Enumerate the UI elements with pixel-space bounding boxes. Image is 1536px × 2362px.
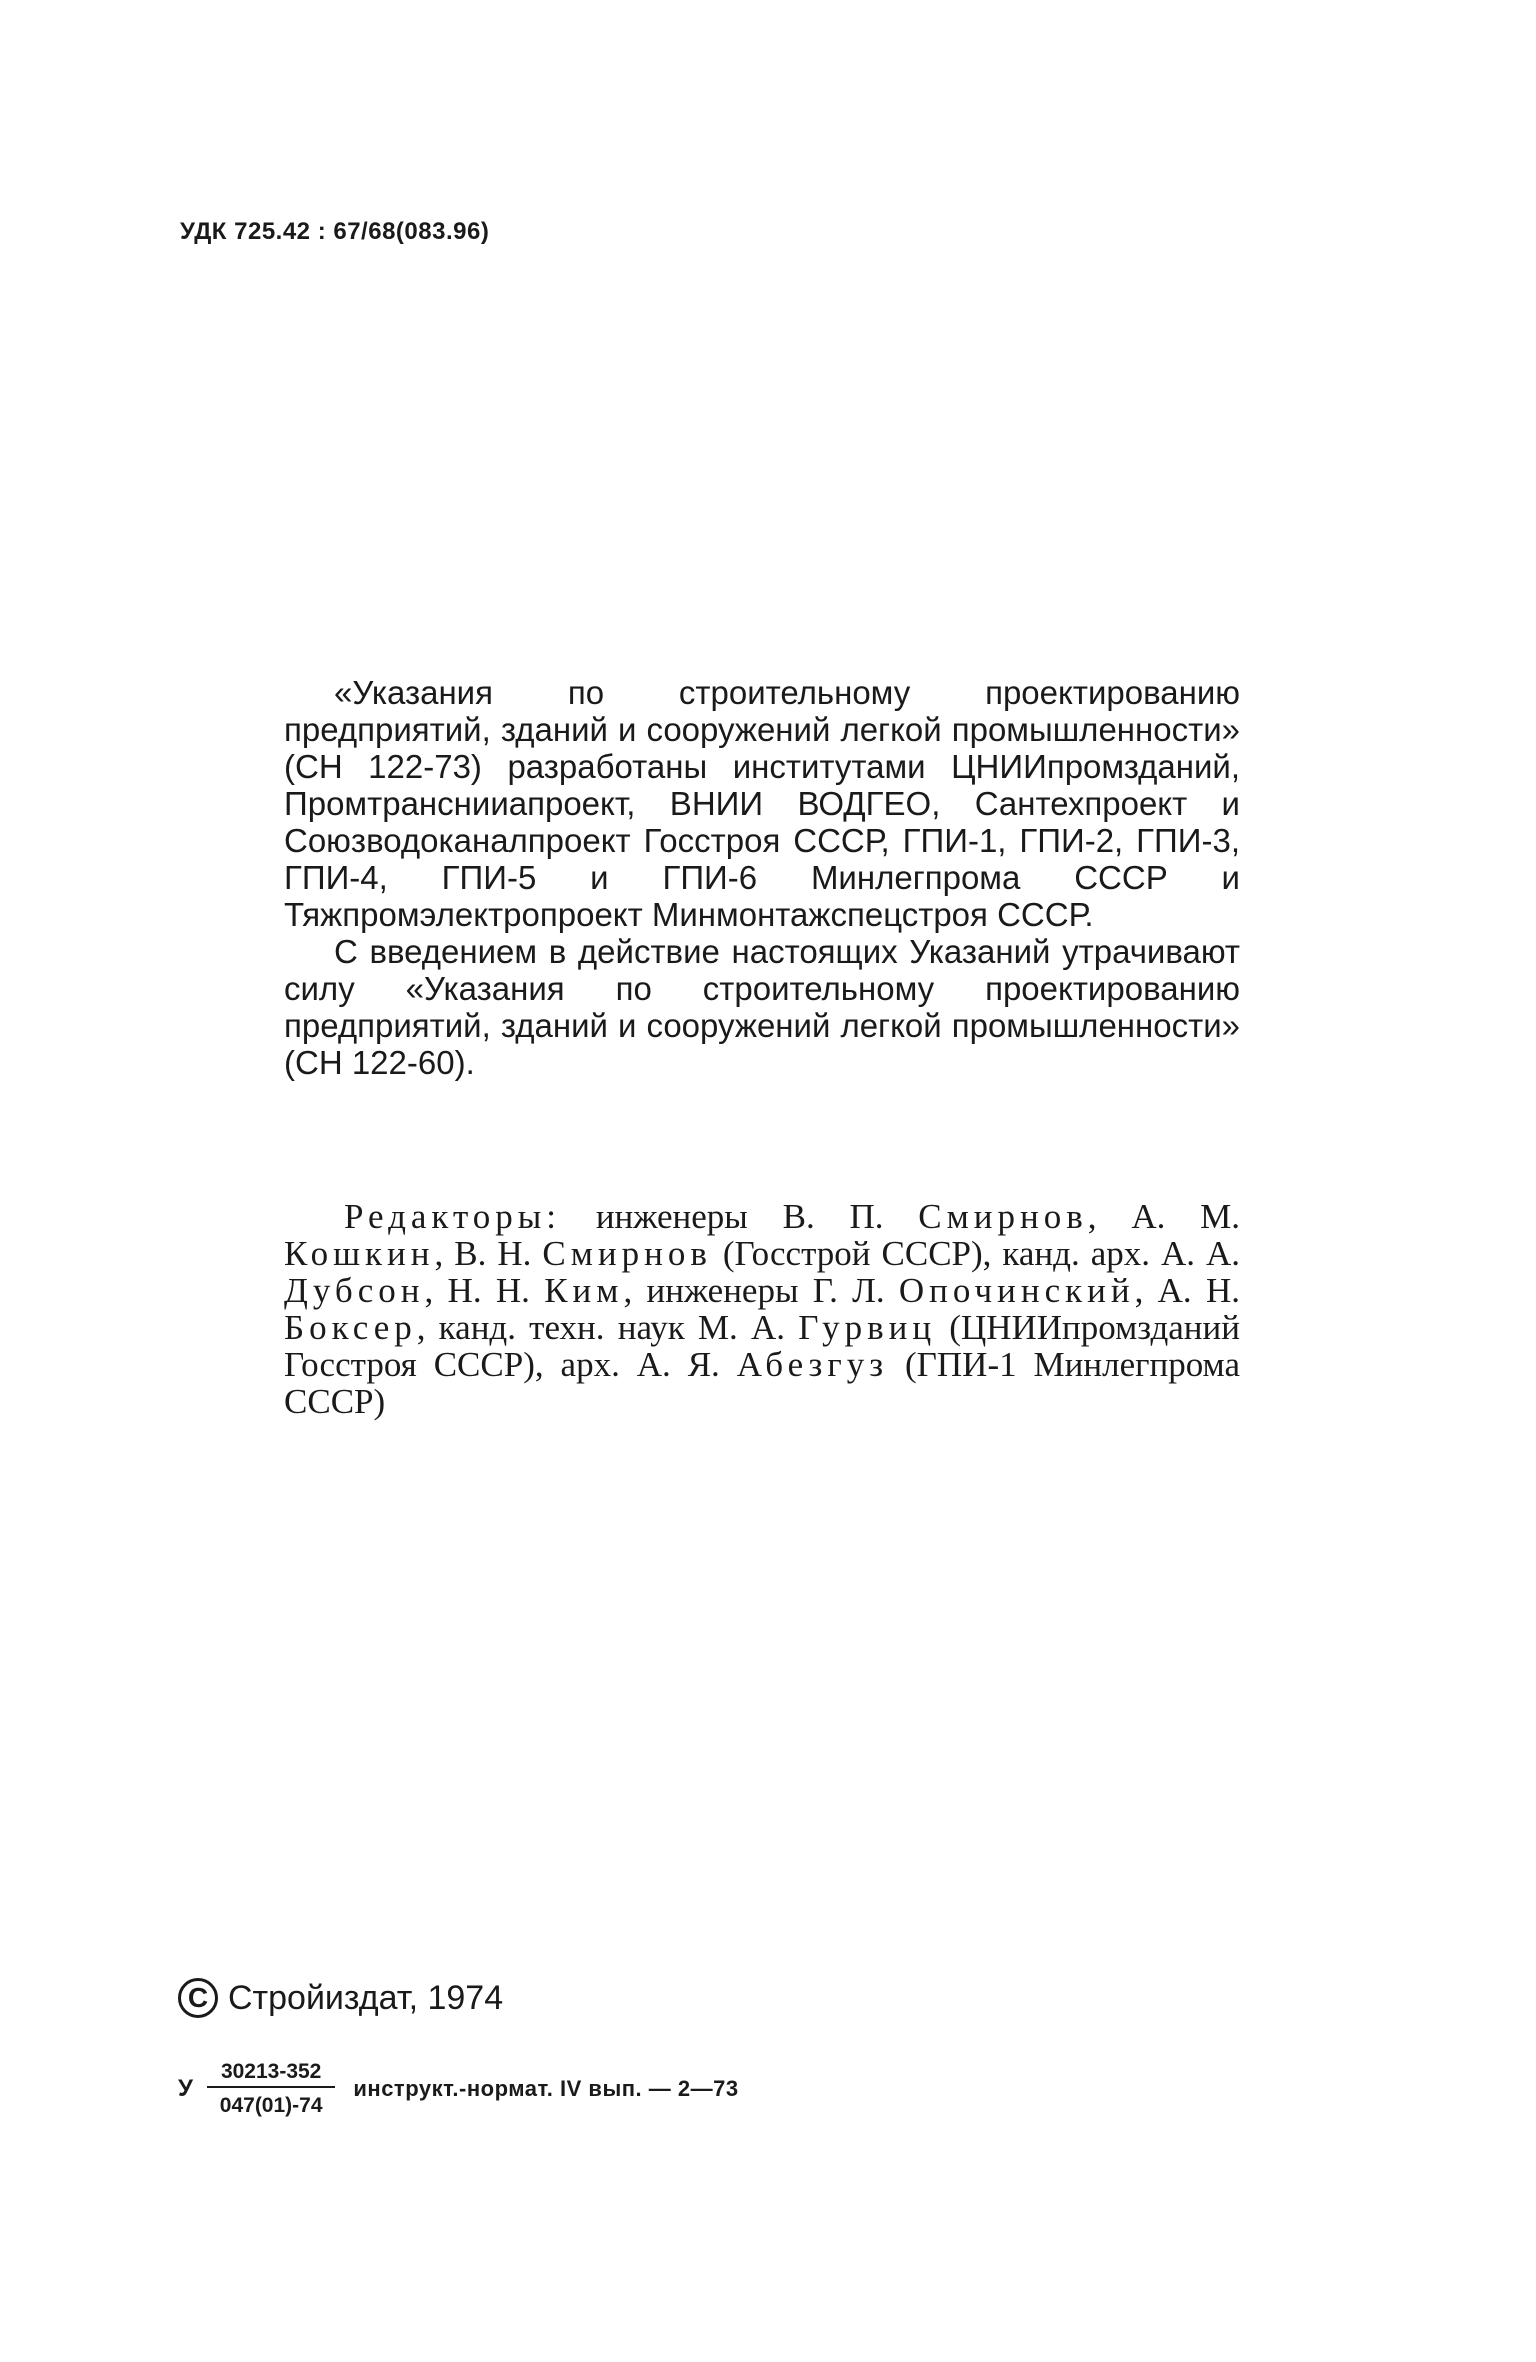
editor-name: Кошкин	[284, 1234, 435, 1273]
editors-text: (ГПИ-1 Минлегпрома СССР)	[284, 1345, 1240, 1421]
copyright-line	[178, 1978, 503, 2018]
publisher-year: Стройиздат, 1974	[228, 1978, 504, 2017]
editor-name: Смирнов	[542, 1234, 712, 1273]
copyright-icon: C	[178, 1978, 218, 2018]
editors-text: , инженеры Г. Л.	[623, 1271, 899, 1310]
udc-code: УДК 725.42 : 67/68(083.96)	[180, 218, 490, 245]
editor-name: Дубсон	[284, 1271, 425, 1310]
editors-text: , А. М.	[1087, 1197, 1240, 1236]
editors-text: инженеры В. П.	[561, 1197, 919, 1236]
editors-text: , Н. Н.	[424, 1271, 545, 1310]
editors-label: Редакторы:	[344, 1197, 562, 1236]
editors-text: , А. Н.	[1134, 1271, 1240, 1310]
publication-index	[178, 2060, 739, 2118]
editor-name: Боксер	[284, 1308, 417, 1347]
paragraph-supersedes: С введением в действие настоящих Указаний утрачивают силу «Указания по строительному проектированию предприятий, зданий и сооружений легкой промышленности» (СН 122-60).	[284, 933, 1240, 1081]
editors-text: , канд. техн. наук М. А.	[416, 1308, 799, 1347]
editors-text: (ЦНИИпромзданий Госстроя СССР), арх. А. Я.	[284, 1308, 1240, 1384]
index-numerator: 30213-352	[207, 2060, 335, 2088]
index-fraction	[207, 2060, 335, 2118]
editors-text: (Госстрой СССР), канд. арх. А. А.	[711, 1234, 1240, 1273]
editors-list	[284, 1198, 1240, 1420]
series-info: инструкт.-нормат. IV вып. — 2—73	[353, 2076, 739, 2101]
editor-name: Гурвиц	[798, 1308, 937, 1347]
editor-name: Ким	[544, 1271, 624, 1310]
editor-name: Смирнов	[918, 1197, 1088, 1236]
editor-name: Опочинский	[898, 1271, 1135, 1310]
index-letter: У	[178, 2075, 193, 2102]
editor-name: Абезгуз	[736, 1345, 889, 1384]
main-text	[284, 674, 1240, 1081]
paragraph-authors: «Указания по строительному проектированию предприятий, зданий и сооружений легкой промышленности» (СН 122-73) разработаны институтами ЦНИИпромзданий, Промтранснииапроект, ВНИИ ВОДГЕО, Сантехпроект и Союзводоканалпроект Госстроя СССР, ГПИ-1, ГПИ-2, ГПИ-3, ГПИ-4, ГПИ-5 и ГПИ-6 Минлегпрома СССР и Тяжпромэлектропроект Минмонтажспецстроя СССР.	[284, 674, 1240, 933]
editors-text: , В. Н.	[434, 1234, 543, 1273]
index-denominator: 047(01)-74	[219, 2094, 323, 2117]
